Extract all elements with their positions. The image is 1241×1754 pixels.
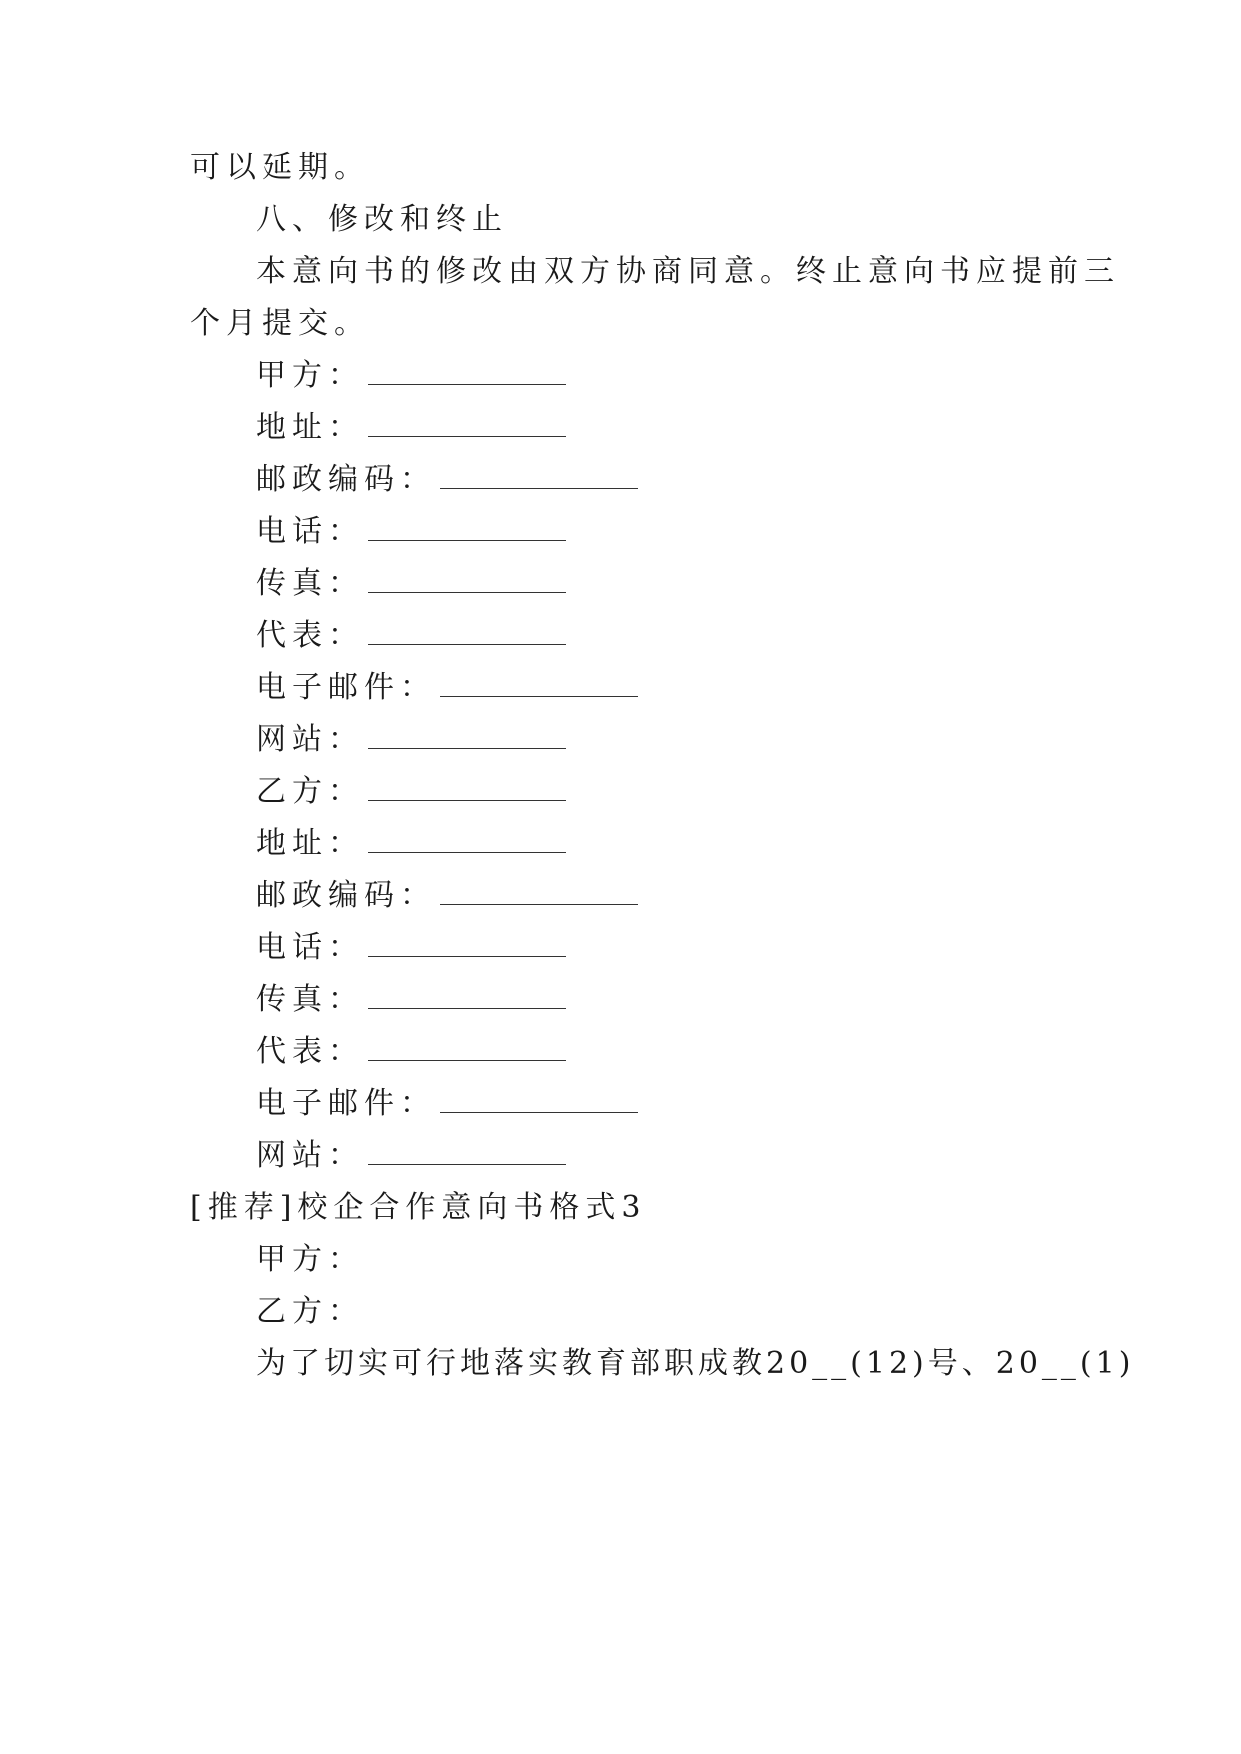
fill-blank[interactable] bbox=[368, 720, 566, 749]
section3-body: 为了切实可行地落实教育部职成教20__(12)号、20__(1) bbox=[256, 1346, 1135, 1381]
fill-blank[interactable] bbox=[368, 1136, 566, 1165]
party-b-fax-field bbox=[256, 980, 566, 1020]
party-b-postcode-field bbox=[256, 876, 638, 916]
fill-blank[interactable] bbox=[440, 460, 638, 489]
party-a-email-field bbox=[256, 668, 638, 708]
field-label: 甲方： bbox=[256, 358, 364, 393]
party-a-fax-field bbox=[256, 564, 566, 604]
field-label: 传真： bbox=[256, 566, 364, 601]
section3-party-a: 甲方： bbox=[256, 1242, 364, 1277]
field-label: 电子邮件： bbox=[256, 1086, 436, 1121]
party-a-representative-field bbox=[256, 616, 566, 656]
fill-blank[interactable] bbox=[368, 980, 566, 1009]
field-label: 电子邮件： bbox=[256, 670, 436, 705]
fill-blank[interactable] bbox=[368, 772, 566, 801]
fill-blank[interactable] bbox=[368, 564, 566, 593]
party-b-website-field bbox=[256, 1136, 566, 1176]
field-label: 网站： bbox=[256, 1138, 364, 1173]
field-label: 代表： bbox=[256, 1034, 364, 1069]
paragraph: 本意向书的修改由双方协商同意。终止意向书应提前三 bbox=[256, 254, 1120, 289]
section-title: [推荐]校企合作意向书格式3 bbox=[190, 1190, 647, 1225]
field-label: 邮政编码： bbox=[256, 878, 436, 913]
section3-party-b: 乙方： bbox=[256, 1294, 364, 1329]
party-a-field bbox=[256, 356, 566, 396]
field-label: 邮政编码： bbox=[256, 462, 436, 497]
fill-blank[interactable] bbox=[368, 512, 566, 541]
party-b-field bbox=[256, 772, 566, 812]
paragraph: 个月提交。 bbox=[190, 306, 370, 341]
fill-blank[interactable] bbox=[368, 408, 566, 437]
field-label: 代表： bbox=[256, 618, 364, 653]
fill-blank[interactable] bbox=[368, 824, 566, 853]
fill-blank[interactable] bbox=[440, 876, 638, 905]
party-a-address-field bbox=[256, 408, 566, 448]
fill-blank[interactable] bbox=[440, 1084, 638, 1113]
party-a-phone-field bbox=[256, 512, 566, 552]
field-label: 网站： bbox=[256, 722, 364, 757]
party-b-phone-field bbox=[256, 928, 566, 968]
party-b-representative-field bbox=[256, 1032, 566, 1072]
field-label: 电话： bbox=[256, 930, 364, 965]
party-b-address-field bbox=[256, 824, 566, 864]
fill-blank[interactable] bbox=[368, 356, 566, 385]
fill-blank[interactable] bbox=[368, 1032, 566, 1061]
field-label: 地址： bbox=[256, 410, 364, 445]
fill-blank[interactable] bbox=[440, 668, 638, 697]
fill-blank[interactable] bbox=[368, 928, 566, 957]
party-a-postcode-field bbox=[256, 460, 638, 500]
party-a-website-field bbox=[256, 720, 566, 760]
paragraph-continuation: 可以延期。 bbox=[190, 150, 370, 185]
field-label: 地址： bbox=[256, 826, 364, 861]
party-b-email-field bbox=[256, 1084, 638, 1124]
fill-blank[interactable] bbox=[368, 616, 566, 645]
field-label: 乙方： bbox=[256, 774, 364, 809]
field-label: 传真： bbox=[256, 982, 364, 1017]
field-label: 电话： bbox=[256, 514, 364, 549]
section-heading: 八、修改和终止 bbox=[256, 202, 508, 237]
